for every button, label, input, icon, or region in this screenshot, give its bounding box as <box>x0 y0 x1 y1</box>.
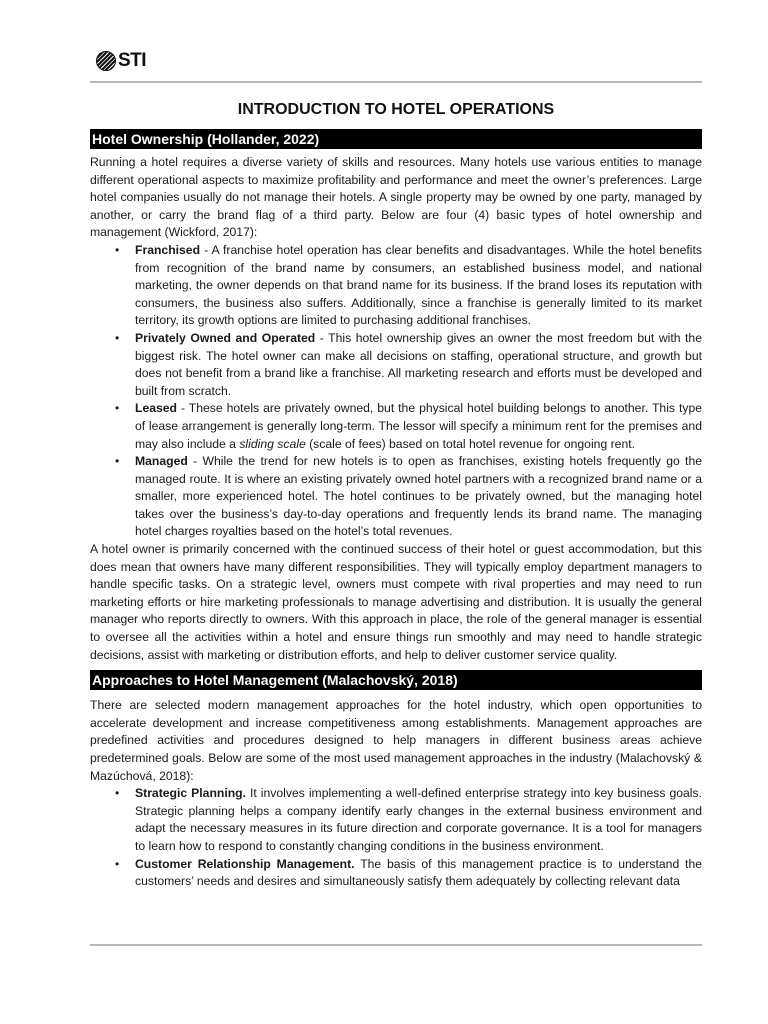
section1-intro-paragraph: Running a hotel requires a diverse variety of skills and resources. Many hotels use various entities to manage different operational aspects to maximize profitability and performance and meet the owner’s preferences. Large hotel companies usually do not manage their hotels. A single property may be owned by one party, managed by another, or carry the brand flag of a third party. Below are four (4) basic types of hotel ownership and management (Wickford, 2017): <box>90 155 702 240</box>
list-item-leased <box>90 400 702 453</box>
term-label: Privately Owned and Operated <box>135 330 316 345</box>
document-body <box>90 129 702 891</box>
section2-intro-paragraph: There are selected modern management approaches for the hotel industry, which open opportunities to accelerate development and increase competitiveness among establishments. Management approaches are predefined activities and procedures designed to help managers in different business areas achieve predetermined goals. Below are some of the most used management approaches in the industry (Malachovský & Mazúchová, 2018): <box>90 698 702 783</box>
globe-icon <box>96 51 116 71</box>
list-item-franchised <box>90 242 702 330</box>
term-label: Customer Relationship Management. <box>135 856 355 871</box>
term-label: Strategic Planning. <box>135 786 247 801</box>
header-divider <box>90 81 702 83</box>
term-label: Managed <box>135 454 188 469</box>
management-approaches-list <box>90 785 702 891</box>
section-heading-hotel-ownership: Hotel Ownership (Hollander, 2022) <box>90 129 702 149</box>
bullet-icon: • <box>115 401 120 416</box>
document-title: INTRODUCTION TO HOTEL OPERATIONS <box>237 101 555 118</box>
term-description: - This hotel ownership gives an owner the most freedom but with the biggest risk. The hotel owner can make all decisions on staffing, operational structure, and growth but does not benefit from a brand like a franchise. All marketing research and efforts must be developed and built from scratch. <box>135 330 702 398</box>
bullet-icon: • <box>115 856 120 871</box>
term-label: Franchised <box>135 242 201 257</box>
italic-term: sliding scale <box>239 436 306 451</box>
bullet-icon: • <box>115 242 120 257</box>
bullet-icon: • <box>115 786 120 801</box>
bullet-icon: • <box>115 330 120 345</box>
ownership-types-list <box>90 242 702 541</box>
list-item-managed <box>90 453 702 541</box>
term-description-cont: (scale of fees) based on total hotel revenue for ongoing rent. <box>305 436 635 451</box>
list-item-crm <box>90 856 702 891</box>
term-description: - These hotels are privately owned, but the physical hotel building belongs to another. This type of lease arrangement is generally long-term. The lessor will specify a minimum rent for the premises and may also include a <box>135 401 702 451</box>
logo-text: STI <box>118 50 147 71</box>
footer-divider <box>90 944 702 946</box>
term-description: The basis of this management practice is to understand the customers’ needs and desires and simultaneously satisfy them adequately by collecting relevant data <box>135 856 702 889</box>
term-description: It involves implementing a well-defined enterprise strategy into key business goals. Strategic planning helps a company identify early changes in the external business environment and adapt the necessary measures in its future direction and corporate governance. It is a tool for managers to learn how to respond to constantly changing conditions in the business environment. <box>135 786 702 853</box>
term-description: - While the trend for new hotels is to open as franchises, existing hotels frequently go the managed route. It is where an existing privately owned hotel partners with a recognized brand name or a smaller, more experienced hotel. The hotel continues to be privately owned, but the managing hotel takes over the business’s day-to-day operations and frequently lends its brand name. The managing hotel charges royalties based on the hotel’s total revenues. <box>135 454 702 539</box>
section-heading-approaches: Approaches to Hotel Management (Malachovský, 2018) <box>90 670 702 690</box>
list-item-strategic-planning <box>90 785 702 855</box>
section1-outro-paragraph: A hotel owner is primarily concerned with the continued success of their hotel or guest accommodation, but this does mean that owners have many different responsibilities. They will typically employ department managers to handle specific tasks. On a strategic level, owners must compete with rival properties and may need to run marketing efforts or hire marketing professionals to manage advertising and distribution. It is usually the general manager who reports directly to owners. With this approach in place, the role of the general manager is essential to oversee all the activities within a hotel and ensure things run smoothly and may need to handle strategic decisions, assist with marketing or distribution efforts, and help to deliver customer service quality. <box>90 542 702 662</box>
sti-logo <box>96 50 146 72</box>
term-description: - A franchise hotel operation has clear benefits and disadvantages. While the hotel benefits from recognition of the brand name by consumers, an established business model, and national marketing, the owner depends on that brand name for its business. If the brand loses its reputation with consumers, the business also suffers. Additionally, since a franchise is generally limited to its market territory, its growth options are limited to purchasing additional franchises. <box>135 242 702 328</box>
list-item-privately-owned <box>90 330 702 400</box>
bullet-icon: • <box>115 454 120 469</box>
term-label: Leased <box>135 401 178 416</box>
